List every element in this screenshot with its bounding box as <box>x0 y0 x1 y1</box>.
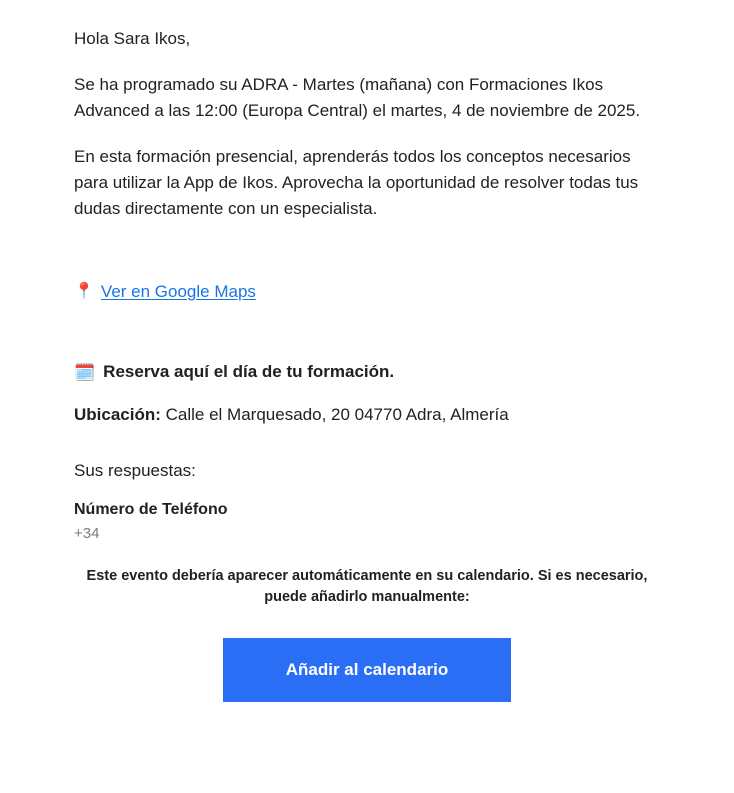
reserve-day-text[interactable]: Reserva aquí el día de tu formación. <box>103 362 395 381</box>
calendar-notice-text: Este evento debería aparecer automáticamente en su calendario. Si es necesario, puede añadirlo manualmente: <box>86 568 648 605</box>
spacer <box>74 428 660 458</box>
spacer <box>74 546 660 566</box>
google-maps-row[interactable] <box>74 280 660 304</box>
answer-value: +34 <box>74 525 100 542</box>
booking-paragraph: Se ha programado su ADRA - Martes (mañana) con Formaciones Ikos Advanced a las 12:00 (Europa Central) el martes, 4 de noviembre de 2025. <box>74 75 641 120</box>
spacer <box>74 52 660 72</box>
answers-heading: Sus respuestas: <box>74 461 196 480</box>
add-to-calendar-button[interactable]: Añadir al calendario <box>223 638 511 702</box>
google-maps-link[interactable]: Ver en Google Maps <box>100 282 256 301</box>
greeting-text: Hola Sara Ikos, <box>74 29 191 48</box>
calendar-icon: 🗓️ <box>74 362 96 382</box>
location-row <box>74 402 660 428</box>
location-label: Ubicación: <box>74 405 161 424</box>
location-pin-icon: 📍 <box>74 283 94 300</box>
reserve-day-row[interactable] <box>74 362 660 382</box>
spacer <box>74 124 660 144</box>
spacer <box>74 608 660 638</box>
description-paragraph: En esta formación presencial, aprenderás todos los conceptos necesarios para utilizar la App de Ikos. Aprovecha la oportunidad de resolver todas tus dudas directamente con un especialista. <box>74 147 639 218</box>
spacer <box>74 484 660 498</box>
answer-item <box>74 498 660 546</box>
spacer <box>74 304 660 362</box>
spacer <box>74 382 660 402</box>
answer-title: Número de Teléfono <box>74 501 228 518</box>
cta-container <box>74 638 660 702</box>
spacer <box>74 222 660 280</box>
location-value: Calle el Marquesado, 20 04770 Adra, Almería <box>165 405 509 424</box>
